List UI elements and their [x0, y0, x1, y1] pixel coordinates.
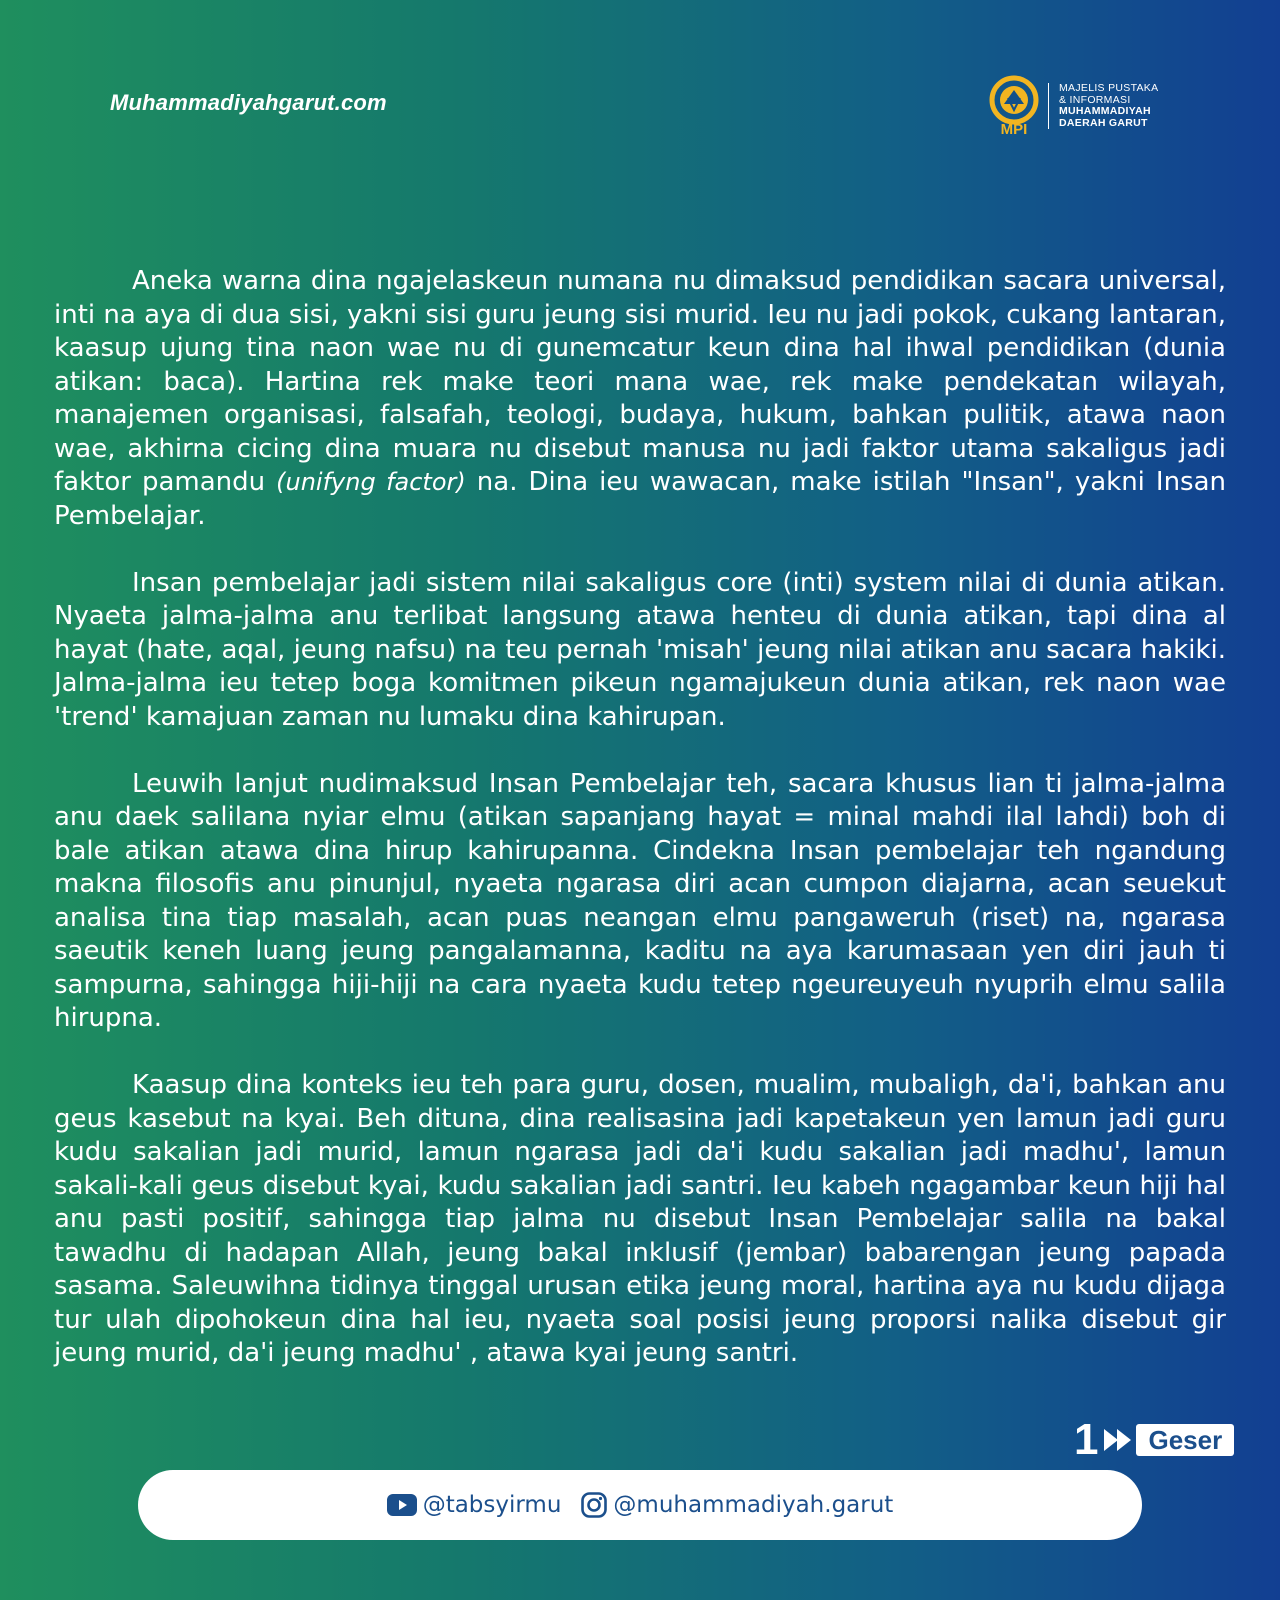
paragraph-2: Insan pembelajar jadi sistem nilai sakaligus core (inti) system nilai di dunia atikan. Nyaeta jalma-jalma anu terlibat langsung atawa henteu di dunia atikan, tapi dina al hayat (hate, aqal, jeung nafsu) na teu pernah 'misah' jeung nilai atikan anu sacara hakiki. Jalma-jalma ieu tetep boga komitmen pikeun ngamajukeun dunia atikan, rek naon wae 'trend' kamajuan zaman nu lumaku dina kahirupan.	[54, 567, 1226, 732]
double-arrow-right-icon	[1102, 1426, 1134, 1454]
svg-text:MPI: MPI	[1000, 121, 1028, 138]
instagram-handle: @muhammadiyah.garut	[613, 1492, 894, 1518]
paragraph-1-text: Aneka warna dina ngajelaskeun numana nu dimaksud pendidikan sacara universal, inti na aya di dua sisi, yakni sisi guru jeung sisi murid. Ieu nu jadi pokok, cukang lantaran, kaasup ujung tina naon wae nu di gunemcatur keun dina hal ihwal pendidikan (dunia atikan: baca). Hartina rek make teori mana wae, rek make pendekatan wilayah, manajemen organisasi, falsafah, teologi, budaya, hukum, bahkan pulitik, atawa naon wae, akhirna cicing dina muara nu disebut manusa nu jadi faktor utama sakaligus jadi faktor pamandu	[54, 266, 1226, 497]
site-url[interactable]: Muhammadiyahgarut.com	[110, 90, 387, 115]
social-footer	[138, 1470, 1142, 1540]
youtube-icon	[387, 1494, 417, 1516]
mpi-logo	[986, 74, 1158, 138]
logo-line-3: MUHAMMADIYAH	[1059, 105, 1151, 117]
logo-line-2: & INFORMASI	[1059, 93, 1131, 106]
article-body	[54, 265, 1226, 1404]
swipe-next-button[interactable]: Geser	[1136, 1424, 1234, 1456]
youtube-handle: @tabsyirmu	[422, 1492, 562, 1518]
paragraph-1	[54, 265, 1226, 533]
logo-divider	[1048, 83, 1049, 129]
paragraph-4: Kaasup dina konteks ieu teh para guru, dosen, mualim, mubaligh, da'i, bahkan anu geus kasebut na kyai. Beh dituna, dina realisasina jadi kapetakeun yen lamun jadi guru kudu sakalian jadi murid, lamun ngarasa jadi da'i kudu sakalian jadi madhu', lamun sakali-kali geus disebut kyai, kudu sakalian jadi santri. Ieu kabeh ngagambar keun hiji hal anu pasti positif, sahingga tiap jalma nu disebut Insan Pembelajar salila na bakal tawadhu di hadapan Allah, jeung bakal inklusif (jembar) babarengan jeung papada sasama. Saleuwihna tidinya tinggal urusan etika jeung moral, hartina aya nu kudu dijaga tur ulah dipohokeun dina hal ieu, nyaeta soal posisi jeung proporsi nalika disebut gir jeung murid, da'i jeung madhu' , atawa kyai jeung santri.	[54, 1070, 1226, 1368]
page-number: 1	[1074, 1415, 1099, 1464]
instagram-link[interactable]	[581, 1492, 893, 1518]
paragraph-3: Leuwih lanjut nudimaksud Insan Pembelajar teh, sacara khusus lian ti jalma-jalma anu daek salilana nyiar elmu (atikan sapanjang hayat = minal mahdi ilal lahdi) boh di bale atikan atawa dina hirup kahirupanna. Cindekna Insan pembelajar teh ngandung makna filosofis anu pinunjul, nyaeta ngarasa diri acan cumpon diajarna, acan seuekut analisa tina tiap masalah, acan puas neangan elmu pangaweruh (riset) na, ngarasa saeutik keneh luang jeung pangalamanna, kaditu na aya karumasaan yen diri jauh ti sampurna, sahingga hiji-hiji na cara nyaeta kudu tetep ngeureuyeuh nyuprih elmu salila hirupna.	[54, 768, 1226, 1033]
page-indicator	[1074, 1415, 1234, 1464]
instagram-icon	[581, 1492, 607, 1518]
logo-text	[1059, 83, 1158, 129]
youtube-link[interactable]	[387, 1492, 562, 1518]
logo-line-1: MAJELIS PUSTAKA	[1059, 82, 1159, 94]
logo-line-4: DAERAH GARUT	[1059, 116, 1148, 129]
mpi-emblem-icon	[986, 74, 1042, 138]
paragraph-1-text-end: na. Dina ieu wawacan, make istilah "Insan", yakni Insan Pembelajar.	[54, 467, 1227, 531]
paragraph-1-italic: (unifyng factor)	[276, 468, 466, 496]
